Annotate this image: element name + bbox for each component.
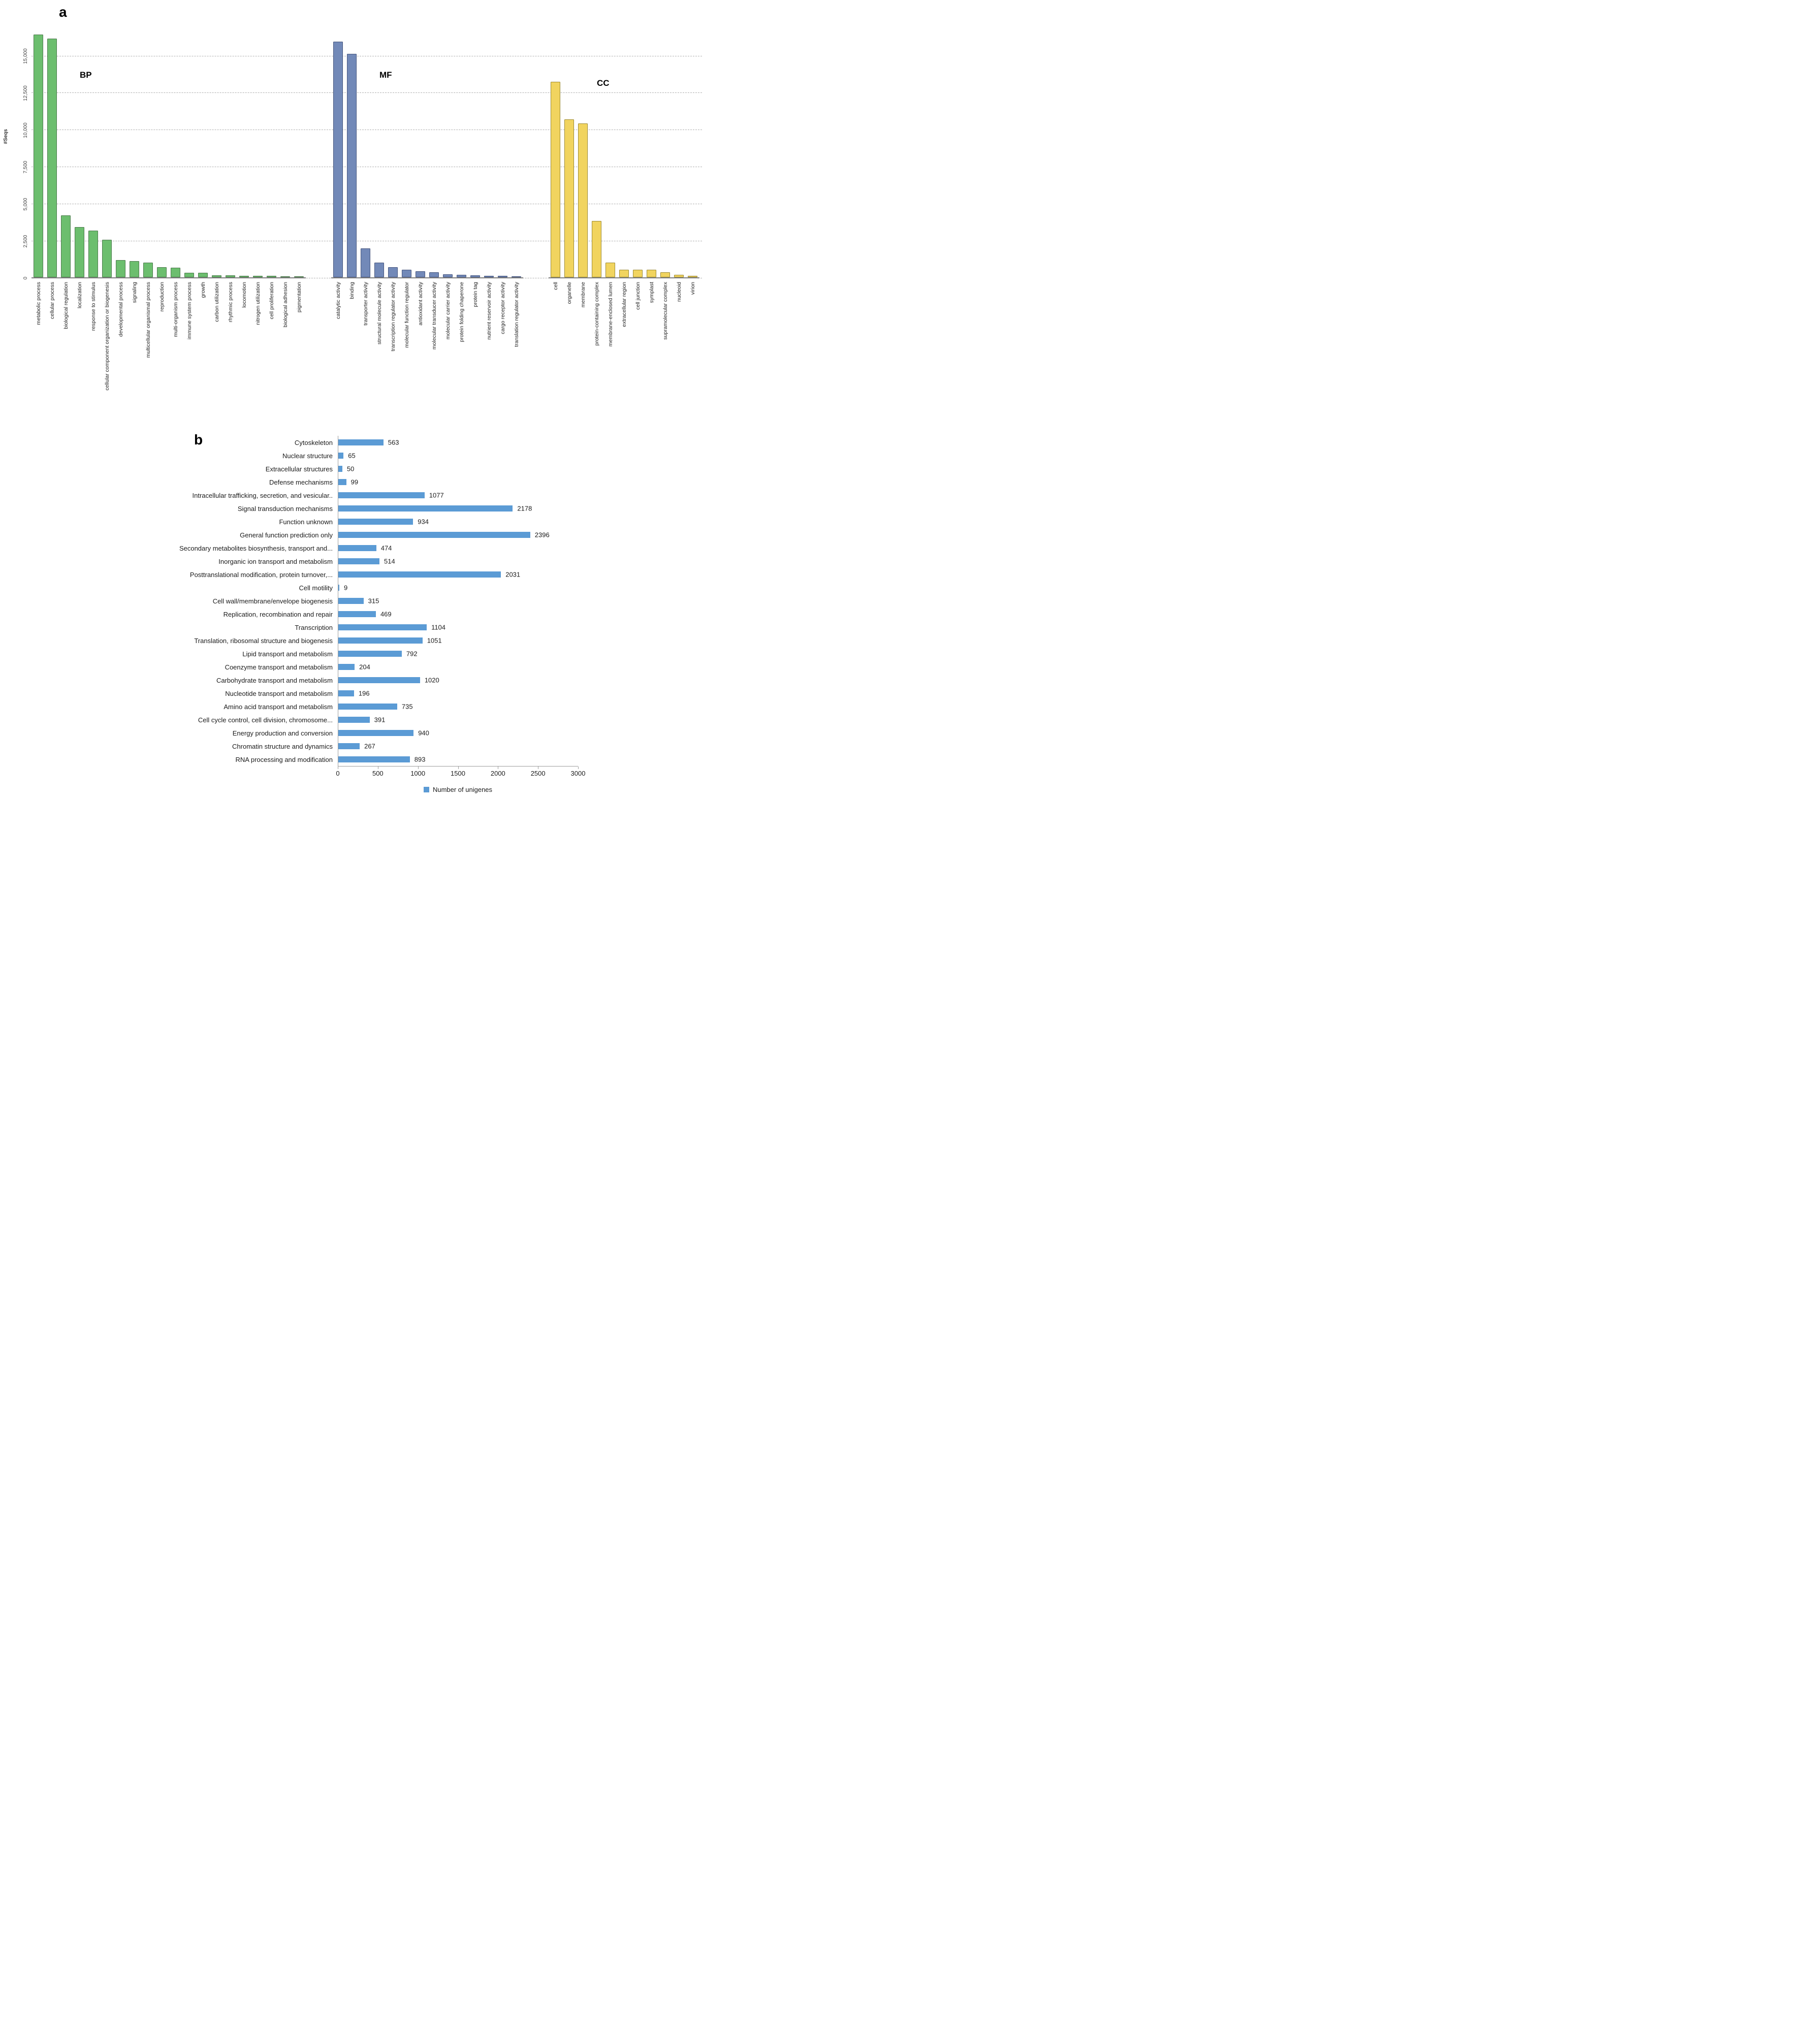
bar-slot: [455, 29, 468, 342]
category-label: Secondary metabolites biosynthesis, transport and...: [179, 544, 333, 552]
bar-slot: [182, 29, 196, 340]
table-row: [137, 436, 711, 449]
category-label: nitrogen utilization: [254, 282, 261, 325]
value-label: 267: [364, 742, 375, 750]
value-label: 2178: [517, 504, 532, 513]
panel-a-groups: [31, 29, 702, 391]
bar-slot: [265, 29, 278, 320]
bar: [470, 275, 480, 277]
category-label: signaling: [131, 282, 138, 303]
x-tick-label: 0: [336, 770, 340, 777]
category-label: Lipid transport and metabolism: [242, 650, 333, 658]
bar: [338, 611, 376, 617]
bar: [429, 272, 439, 277]
category-label: cellular process: [49, 282, 55, 319]
bar: [592, 221, 601, 277]
bar: [338, 664, 355, 670]
value-label: 99: [350, 478, 359, 486]
y-tick-label: 5,000: [23, 198, 28, 211]
category-label: Cell wall/membrane/envelope biogenesis: [212, 597, 333, 605]
category-label: virion: [689, 282, 696, 295]
table-row: [137, 449, 711, 462]
table-row: [137, 634, 711, 647]
value-label: 1104: [431, 623, 446, 631]
bar: [338, 532, 530, 538]
value-label: 1020: [424, 676, 439, 684]
bar: [578, 123, 588, 277]
table-row: [137, 700, 711, 713]
table-row: [137, 660, 711, 674]
category-label: structural molecule activity: [376, 282, 382, 345]
value-label: 1077: [429, 491, 444, 499]
bar: [294, 276, 304, 277]
bar: [75, 227, 84, 277]
category-label: Inorganic ion transport and metabolism: [218, 557, 333, 565]
bar-track: [338, 594, 711, 608]
category-label: metabolic process: [35, 282, 42, 325]
bar: [338, 585, 339, 591]
category-label: translation regulator activity: [513, 282, 520, 347]
panel-b-label: b: [194, 432, 203, 448]
bar: [688, 276, 697, 277]
bar-slot: [386, 29, 400, 352]
bar: [338, 492, 425, 498]
bar-track: [338, 555, 711, 568]
bar: [198, 273, 208, 277]
category-label: Nuclear structure: [282, 452, 333, 460]
bar: [564, 119, 574, 277]
bar: [61, 215, 71, 278]
value-label: 514: [384, 557, 395, 565]
category-label: symplast: [648, 282, 655, 303]
bar-track: [338, 674, 711, 687]
bar-track: [338, 475, 711, 489]
panel-a-label: a: [59, 4, 67, 20]
value-label: 2031: [505, 570, 521, 579]
table-row: [137, 621, 711, 634]
bar: [338, 637, 423, 644]
table-row: [137, 647, 711, 660]
category-label: multi-organism process: [172, 282, 179, 337]
category-label: immune system process: [186, 282, 193, 340]
category-label: localization: [76, 282, 83, 308]
bar-slot: [631, 29, 645, 310]
category-label: extracellular region: [621, 282, 627, 327]
value-label: 940: [418, 729, 429, 737]
bar: [130, 261, 139, 277]
table-row: [137, 713, 711, 726]
value-label: 469: [380, 610, 392, 618]
panel-a: [0, 0, 727, 433]
category-label: Intracellular trafficking, secretion, and vesicular..: [192, 491, 333, 499]
category-label: response to stimulus: [90, 282, 97, 331]
group-label-cc: CC: [597, 78, 610, 88]
bar-slot: [359, 29, 372, 326]
category-label: Coenzyme transport and metabolism: [225, 663, 333, 671]
x-tick-label: 1500: [451, 770, 465, 777]
category-label: Cell motility: [299, 584, 333, 592]
bar-track: [338, 726, 711, 740]
bar-track: [338, 502, 711, 515]
bar-track: [338, 687, 711, 700]
value-label: 934: [418, 518, 429, 526]
bar: [116, 260, 125, 277]
bar: [212, 275, 221, 277]
bar-slot: [292, 29, 306, 313]
bar: [338, 439, 384, 445]
bar: [674, 275, 684, 277]
category-label: transporter activity: [362, 282, 369, 326]
bar: [338, 624, 427, 630]
table-row: [137, 581, 711, 594]
bar-slot: [413, 29, 427, 326]
bar-slot: [603, 29, 617, 347]
category-label: locomotion: [241, 282, 247, 308]
value-label: 2396: [534, 531, 550, 539]
table-row: [137, 594, 711, 608]
bar: [443, 274, 453, 277]
bar: [157, 267, 167, 277]
value-label: 50: [346, 465, 355, 473]
table-row: [137, 462, 711, 475]
category-label: RNA processing and modification: [235, 755, 333, 763]
bar: [512, 276, 521, 277]
category-label: cell junction: [634, 282, 641, 310]
bar-slot: [372, 29, 386, 345]
category-label: binding: [348, 282, 355, 299]
value-label: 315: [368, 597, 379, 605]
bar: [338, 466, 342, 472]
category-label: Nucleotide transport and metabolism: [225, 689, 333, 697]
bar: [338, 677, 420, 683]
category-label: membrane: [580, 282, 586, 308]
bar-slot: [224, 29, 237, 323]
category-label: nucleoid: [676, 282, 682, 302]
category-label: Posttranslational modification, protein turnover,...: [189, 570, 333, 579]
category-label: protein-containing complex: [593, 282, 600, 346]
x-tick-mark: [578, 766, 579, 769]
bar: [338, 651, 402, 657]
bar: [388, 267, 398, 277]
category-label: molecular transducer activity: [431, 282, 437, 350]
bar-track: [338, 436, 711, 449]
value-label: 65: [348, 452, 356, 460]
bar: [338, 505, 513, 512]
table-row: [137, 608, 711, 621]
bar-track: [338, 634, 711, 647]
bar: [347, 54, 357, 277]
panel-b-legend: [338, 780, 578, 803]
category-label: General function prediction only: [240, 531, 333, 539]
table-row: [137, 528, 711, 541]
bar-slot: [645, 29, 658, 303]
bar: [171, 268, 180, 277]
bar: [338, 730, 413, 736]
category-label: antioxidant activity: [417, 282, 424, 326]
bar: [484, 276, 494, 277]
bar-track: [338, 753, 711, 766]
bar: [239, 276, 249, 277]
y-axis-title: #Seqs: [3, 129, 9, 144]
bar-slot: [127, 29, 141, 303]
bar-slot: [331, 29, 345, 319]
bar-slot: [672, 29, 686, 302]
legend-label: Number of unigenes: [432, 786, 493, 793]
value-label: 204: [359, 663, 370, 671]
bar-group-mf: [331, 29, 523, 352]
bar-slot: [237, 29, 251, 308]
category-label: molecular carrier activity: [444, 282, 451, 340]
category-label: Transcription: [295, 623, 333, 631]
bar-slot: [468, 29, 482, 307]
bar-slot: [251, 29, 265, 325]
bar-slot: [196, 29, 210, 298]
category-label: supramolecular complex: [662, 282, 668, 340]
bar-track: [338, 647, 711, 660]
table-row: [137, 568, 711, 581]
bar-slot: [441, 29, 455, 340]
value-label: 196: [358, 689, 370, 697]
category-label: cell: [552, 282, 559, 290]
category-label: Chromatin structure and dynamics: [232, 742, 333, 750]
bar-slot: [141, 29, 155, 358]
bar-track: [338, 489, 711, 502]
bar: [338, 743, 360, 749]
bar-slot: [686, 29, 699, 295]
bar: [338, 704, 397, 710]
y-tick-label: 7,500: [23, 161, 28, 174]
bar: [338, 598, 364, 604]
panel-a-chart: [2, 29, 702, 391]
bar-slot: [86, 29, 100, 331]
bar: [619, 270, 629, 277]
panel-b: [137, 433, 711, 803]
category-label: carbon utilization: [213, 282, 220, 322]
bar-slot: [549, 29, 562, 290]
bar-slot: [345, 29, 359, 299]
group-label-mf: MF: [379, 70, 392, 80]
bar: [338, 558, 379, 564]
category-label: biological adhesion: [282, 282, 289, 328]
bar-slot: [210, 29, 224, 322]
category-label: pigmentation: [296, 282, 302, 313]
bar: [416, 271, 425, 277]
bar: [88, 231, 98, 277]
bar-slot: [155, 29, 169, 312]
x-tick-mark: [458, 766, 459, 769]
value-label: 792: [406, 650, 418, 658]
table-row: [137, 674, 711, 687]
category-label: Amino acid transport and metabolism: [224, 702, 333, 711]
category-label: Replication, recombination and repair: [223, 610, 333, 618]
bar: [143, 263, 153, 277]
category-label: Cell cycle control, cell division, chromosome...: [198, 716, 333, 724]
category-label: multicellular organismal process: [145, 282, 151, 358]
bar-track: [338, 462, 711, 475]
table-row: [137, 740, 711, 753]
group-label-bp: BP: [80, 70, 92, 80]
bar-track: [338, 528, 711, 541]
bar: [498, 276, 507, 277]
category-label: Translation, ribosomal structure and biogenesis: [194, 636, 333, 645]
bar-slot: [278, 29, 292, 328]
bar-slot: [73, 29, 86, 308]
bar: [361, 248, 370, 277]
value-label: 9: [344, 584, 348, 592]
legend-swatch-icon: [424, 787, 429, 792]
bar-group-cc: [549, 29, 699, 347]
x-tick-label: 2500: [530, 770, 546, 777]
category-label: cell proliferation: [268, 282, 275, 320]
bar: [633, 270, 643, 277]
bar-slot: [100, 29, 114, 391]
bar: [551, 82, 560, 277]
table-row: [137, 489, 711, 502]
category-label: organelle: [566, 282, 572, 304]
bar-slot: [482, 29, 496, 340]
bar-group-bp: [31, 29, 306, 391]
table-row: [137, 475, 711, 489]
bar: [338, 756, 410, 762]
category-label: Defense mechanisms: [269, 478, 333, 486]
bar: [333, 42, 343, 277]
category-label: growth: [200, 282, 206, 298]
bar-track: [338, 515, 711, 528]
table-row: [137, 726, 711, 740]
y-tick-label: 10,000: [23, 122, 28, 138]
category-label: developmental process: [117, 282, 124, 337]
category-label: cargo receptor activity: [499, 282, 506, 334]
x-tick-label: 1000: [410, 770, 426, 777]
bar-track: [338, 660, 711, 674]
bar: [102, 240, 112, 277]
category-label: Function unknown: [279, 518, 333, 526]
bar: [457, 275, 466, 277]
bar-track: [338, 621, 711, 634]
table-row: [137, 502, 711, 515]
bar: [338, 479, 346, 485]
value-label: 1051: [427, 636, 442, 645]
bar: [338, 519, 413, 525]
bar-track: [338, 581, 711, 594]
category-label: biological regulation: [62, 282, 69, 329]
category-label: Extracellular structures: [265, 465, 333, 473]
bar: [338, 571, 501, 578]
bar-slot: [114, 29, 127, 337]
bar-slot: [427, 29, 441, 350]
table-row: [137, 555, 711, 568]
bar-slot: [617, 29, 631, 327]
bar: [253, 276, 263, 277]
table-row: [137, 753, 711, 766]
category-label: protein tag: [472, 282, 479, 307]
category-label: rhythmic process: [227, 282, 234, 323]
value-label: 735: [401, 702, 413, 711]
bar: [184, 273, 194, 277]
bar-slot: [169, 29, 182, 337]
category-label: Energy production and conversion: [232, 729, 333, 737]
bar-track: [338, 713, 711, 726]
value-label: 474: [380, 544, 392, 552]
x-tick-label: 3000: [570, 770, 586, 777]
bar: [34, 35, 43, 277]
bar-slot: [562, 29, 576, 304]
table-row: [137, 687, 711, 700]
panel-a-plot: [31, 29, 702, 391]
bar-track: [338, 568, 711, 581]
bar: [660, 272, 670, 277]
category-label: membrane-enclosed lumen: [607, 282, 614, 347]
panel-b-rows: [137, 436, 711, 766]
bar-slot: [590, 29, 603, 346]
bar: [226, 275, 235, 277]
bar-slot: [658, 29, 672, 340]
category-label: protein folding chaperone: [458, 282, 465, 342]
bar: [338, 545, 376, 551]
bar-track: [338, 608, 711, 621]
bar-slot: [45, 29, 59, 319]
category-label: Carbohydrate transport and metabolism: [216, 676, 333, 684]
figure: [0, 0, 727, 803]
panel-b-x-axis: [336, 766, 586, 780]
x-tick-label: 2000: [490, 770, 505, 777]
bar-track: [338, 449, 711, 462]
x-tick-label: 500: [372, 770, 384, 777]
bar: [647, 270, 656, 277]
value-label: 893: [414, 755, 426, 763]
panel-a-y-axis: [2, 29, 31, 278]
category-label: molecular function regulator: [403, 282, 410, 348]
category-label: Cytoskeleton: [294, 438, 333, 446]
y-tick-label: 2,500: [23, 235, 28, 248]
category-label: catalytic activity: [335, 282, 341, 319]
bar: [267, 276, 276, 277]
value-label: 391: [374, 716, 386, 724]
category-label: nutrient reservoir activity: [486, 282, 492, 340]
category-label: transcription regulator activity: [390, 282, 396, 352]
bar-track: [338, 541, 711, 555]
bar-slot: [31, 29, 45, 325]
table-row: [137, 541, 711, 555]
y-tick-label: 12,500: [23, 85, 28, 101]
bar-slot: [496, 29, 509, 334]
bar-track: [338, 700, 711, 713]
bar-slot: [400, 29, 413, 348]
bar-slot: [509, 29, 523, 347]
bar: [338, 453, 343, 459]
bar-slot: [576, 29, 590, 308]
y-tick-label: 15,000: [23, 48, 28, 64]
bar-slot: [59, 29, 73, 329]
value-label: 563: [388, 438, 399, 446]
bar: [402, 270, 411, 277]
table-row: [137, 515, 711, 528]
bar: [374, 263, 384, 277]
category-label: Signal transduction mechanisms: [237, 504, 333, 513]
category-label: cellular component organization or biogenesis: [104, 282, 110, 391]
bar: [47, 39, 57, 277]
bar-track: [338, 740, 711, 753]
bar: [605, 263, 615, 277]
x-tick-mark: [418, 766, 419, 769]
bar: [280, 276, 290, 277]
y-tick-label: 0: [23, 277, 28, 280]
category-label: reproduction: [158, 282, 165, 312]
bar: [338, 690, 354, 696]
bar: [338, 717, 370, 723]
